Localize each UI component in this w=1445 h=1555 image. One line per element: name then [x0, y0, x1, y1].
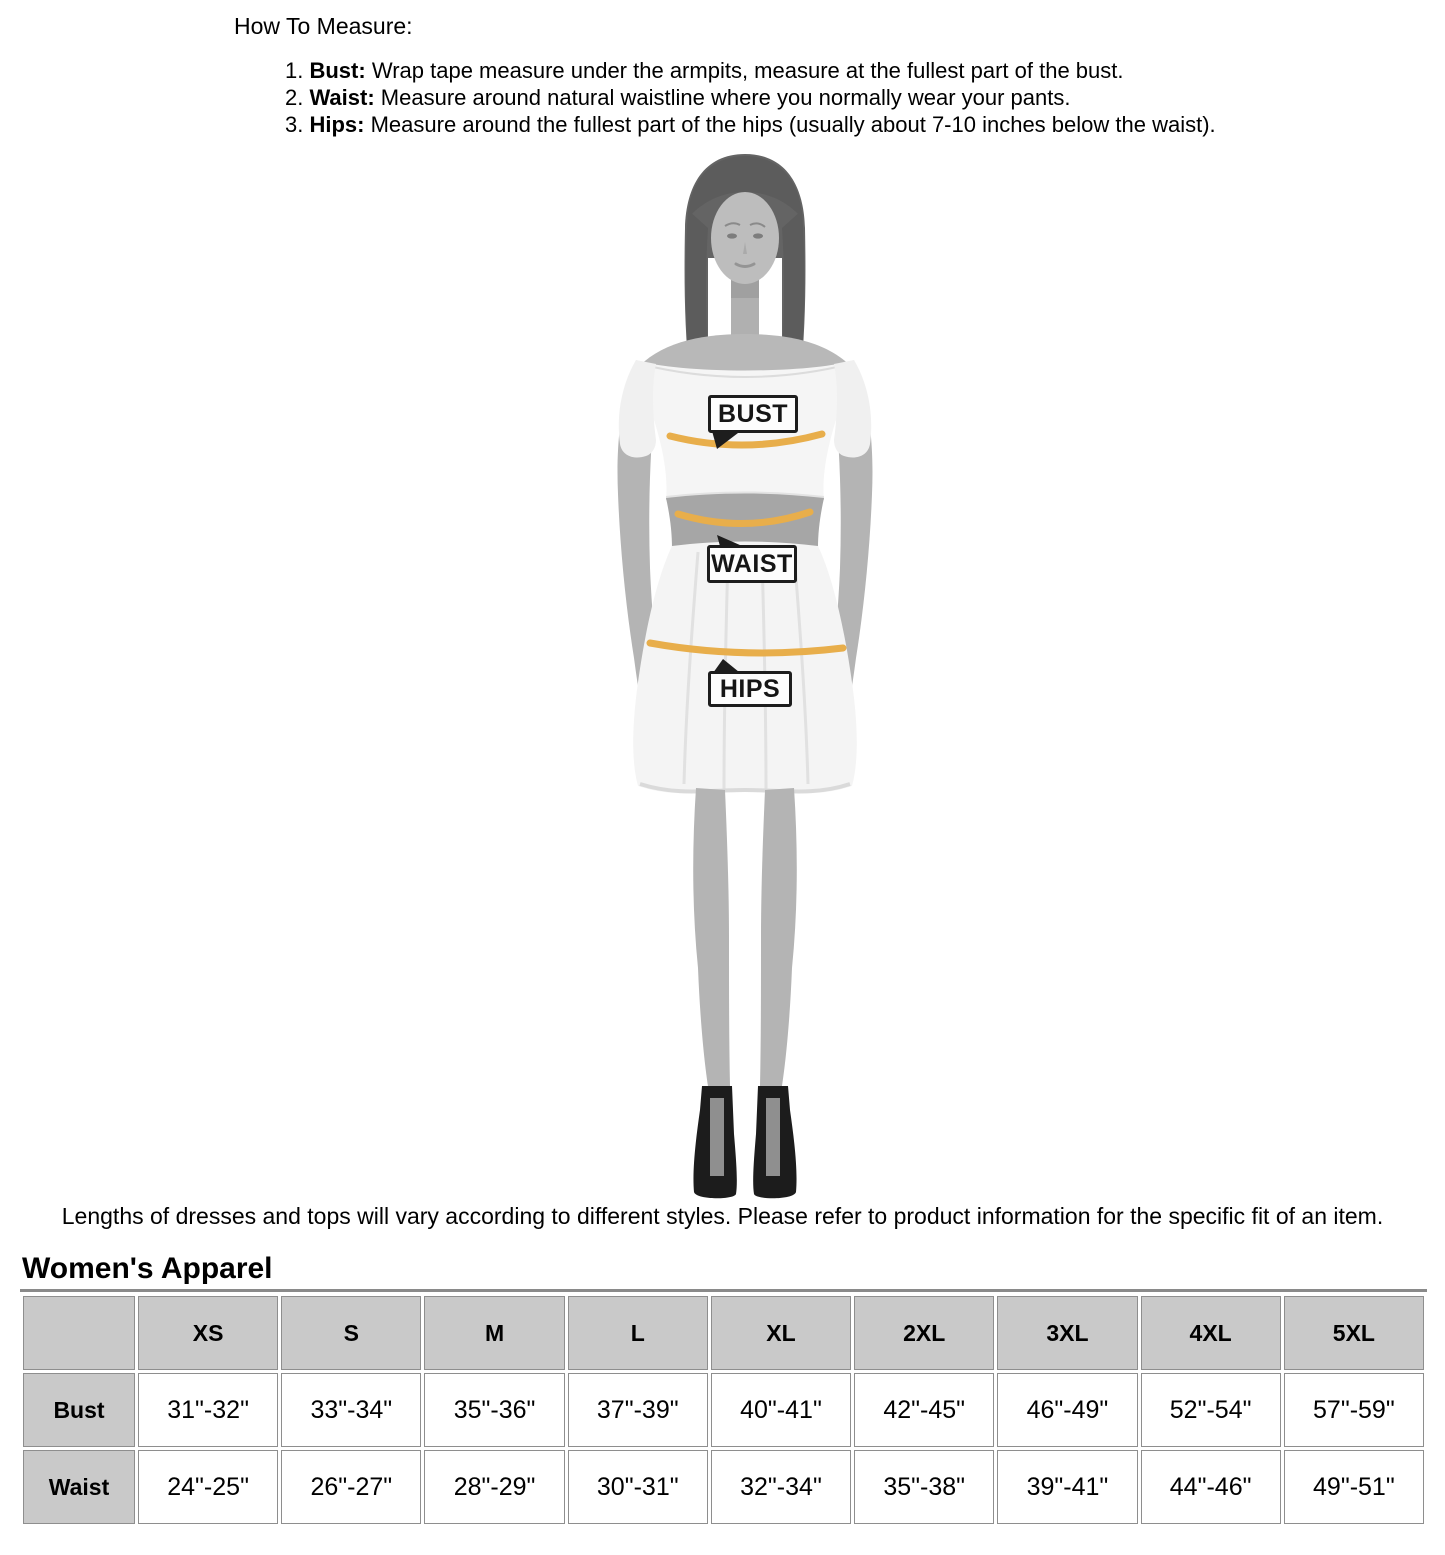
size-chart-header-row — [23, 1296, 1424, 1370]
size-value-cell: 37"-39" — [568, 1373, 708, 1447]
size-value-cell: 39"-41" — [997, 1450, 1137, 1524]
bust-row — [23, 1373, 1424, 1447]
step-text: Measure around natural waistline where you normally wear your pants. — [380, 85, 1071, 110]
corner-header-cell — [23, 1296, 135, 1370]
right-sleeve — [834, 360, 871, 458]
step-number: 3. — [285, 112, 304, 137]
step-text: Wrap tape measure under the armpits, measure at the fullest part of the bust. — [371, 58, 1124, 83]
face — [711, 192, 779, 284]
size-value-cell: 42"-45" — [854, 1373, 994, 1447]
size-column-header: M — [424, 1296, 564, 1370]
right-leg — [760, 788, 797, 1086]
size-chart-title: Women's Apparel — [22, 1252, 273, 1285]
size-value-cell: 31"-32" — [138, 1373, 278, 1447]
fit-disclaimer-note: Lengths of dresses and tops will vary according to different styles. Please refer to product information for the specific fit of an item. — [61, 1203, 1384, 1229]
size-value-cell: 46"-49" — [997, 1373, 1137, 1447]
step-label: Waist: — [309, 85, 375, 110]
step-label: Bust: — [309, 58, 366, 83]
row-header-waist: Waist — [23, 1450, 135, 1524]
size-value-cell: 44"-46" — [1141, 1450, 1281, 1524]
size-column-header: 5XL — [1284, 1296, 1424, 1370]
left-shoe-buckle — [710, 1098, 724, 1176]
size-value-cell: 35"-36" — [424, 1373, 564, 1447]
left-leg — [693, 788, 730, 1086]
step-number: 2. — [285, 85, 304, 110]
size-value-cell: 28"-29" — [424, 1450, 564, 1524]
size-value-cell: 40"-41" — [711, 1373, 851, 1447]
table-top-divider — [20, 1289, 1427, 1292]
size-column-header: 2XL — [854, 1296, 994, 1370]
left-sleeve — [619, 360, 656, 458]
size-column-header: 4XL — [1141, 1296, 1281, 1370]
size-value-cell: 35"-38" — [854, 1450, 994, 1524]
measure-step-hips — [285, 111, 1216, 138]
measure-step-waist — [285, 84, 1216, 111]
size-column-header: 3XL — [997, 1296, 1137, 1370]
row-header-bust: Bust — [23, 1373, 135, 1447]
size-chart-table — [20, 1293, 1427, 1527]
size-column-header: S — [281, 1296, 421, 1370]
waist-label-badge: WAIST — [707, 545, 797, 583]
waist-row — [23, 1450, 1424, 1524]
step-number: 1. — [285, 58, 304, 83]
size-value-cell: 52"-54" — [1141, 1373, 1281, 1447]
size-value-cell: 49"-51" — [1284, 1450, 1424, 1524]
eye-right — [753, 233, 763, 238]
size-column-header: XS — [138, 1296, 278, 1370]
hips-label-badge: HIPS — [708, 671, 792, 707]
size-value-cell: 57"-59" — [1284, 1373, 1424, 1447]
size-value-cell: 30"-31" — [568, 1450, 708, 1524]
measure-steps — [285, 57, 1216, 138]
step-label: Hips: — [309, 112, 365, 137]
size-value-cell: 33"-34" — [281, 1373, 421, 1447]
right-shoe-buckle — [766, 1098, 780, 1176]
measure-step-bust — [285, 57, 1216, 84]
eye-left — [727, 233, 737, 238]
size-column-header: L — [568, 1296, 708, 1370]
bust-label-badge: BUST — [708, 395, 798, 433]
size-value-cell: 24"-25" — [138, 1450, 278, 1524]
size-column-header: XL — [711, 1296, 851, 1370]
size-value-cell: 26"-27" — [281, 1450, 421, 1524]
step-text: Measure around the fullest part of the hips (usually about 7-10 inches below the waist). — [370, 112, 1216, 137]
size-value-cell: 32"-34" — [711, 1450, 851, 1524]
howto-heading: How To Measure: — [234, 13, 413, 39]
